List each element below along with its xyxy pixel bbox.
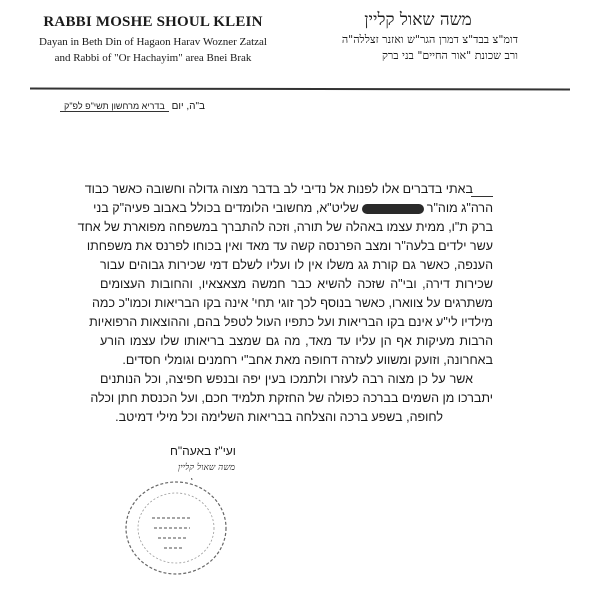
body-line: יתברכו מן השמים בברכה כפולה של החזקת תלמיד חכם, ועל הכנסת חתן וכלה — [90, 391, 493, 405]
body-line: הרה"ג מוה"רשליט"א, מחשובי הלומדים בכולל באבוב פעיה"ק בני — [93, 201, 493, 215]
body-line: מילדיו לי"ע אינם בקו הבריאות ועל כתפיו העול לטפל בהם, וההוצאות הרפואיות — [89, 315, 493, 329]
body-line: הרבות מעיקות אף הן עליו עד מאד, מה גם שמצב בריאותו שלו עצמו הורע — [100, 334, 493, 348]
title-line-2: and Rabbi of "Or Hachayim" area Bnei Brak — [54, 52, 252, 64]
body-line: משתרגים על צווארו, כאשר בנוסף לכך זוגי תחי' אינה בקו הבריאות וכמו"כ כמה — [91, 296, 493, 310]
signature-closing: ועי"ז באעה"ח — [170, 444, 236, 458]
rabbi-name-english: RABBI MOSHE SHOUL KLEIN — [43, 14, 263, 30]
handwritten-signature: משה שאול קליין — [178, 463, 236, 473]
hebrew-title-line-2: ורב שכונת "אור החיים" בני ברק — [381, 49, 518, 62]
body-line: לחופה, בשפע ברכה והצלחה בבריאות השלימה וכל מילי דמיטב. — [115, 410, 443, 424]
rabbinical-stamp-icon — [122, 478, 230, 578]
body-line: ברק ת"ו, ממית עצמו באהלה של תורה, וזכה להתברך במשפחה מפוארת של אחד — [77, 220, 493, 234]
letterhead-hebrew — [318, 10, 518, 64]
body-line: באחרונה, וזועק ומשווע לעזרה דחופה מאת אחב"י רחמנים וגומלי חסדים. — [122, 353, 493, 367]
letter-body — [77, 180, 493, 427]
hebrew-title-line-1: דומ"צ בבד"צ דמרן הגר"ש ואזנר זצללה"ה — [341, 33, 518, 46]
header-divider — [30, 88, 570, 91]
body-line: עשר ילדים בלעה"ר ומצב הפרנסה קשה עד מאד ואין בכוחו לפרנס את משפחתו — [86, 239, 493, 253]
body-line: שכירות דירה, ובי"ה שזכה להשיא כבר חמשה מצאצאיו, והחובות העצומים — [100, 277, 493, 291]
body-line: אשר על כן מצוה רבה לעזרו ולתמכו בעין יפה ובנפש חפיצה, וכל הנותנים — [100, 372, 473, 386]
date-value: בדריא מרחשון תשי"פ לפ"ק — [60, 101, 169, 112]
redacted-name — [362, 204, 424, 214]
title-line-1: Dayan in Beth Din of Hagaon Harav Wozner Zatzal — [39, 36, 267, 48]
letterhead-english — [28, 14, 278, 66]
rabbi-name-hebrew: משה שאול קליין — [364, 10, 472, 30]
date-line — [55, 101, 205, 112]
body-line: באתי בדברים אלו לפנות אל נדיבי לב בדבר מצוה גדולה וחשובה כאשר כבוד — [100, 180, 493, 199]
date-prefix: ב"ה, יום — [171, 101, 205, 112]
body-line: הענפה, כאשר גם קורת גג משלו אין לו ועליו לשלם דמי שכירות גבוהים עבור — [100, 258, 493, 272]
